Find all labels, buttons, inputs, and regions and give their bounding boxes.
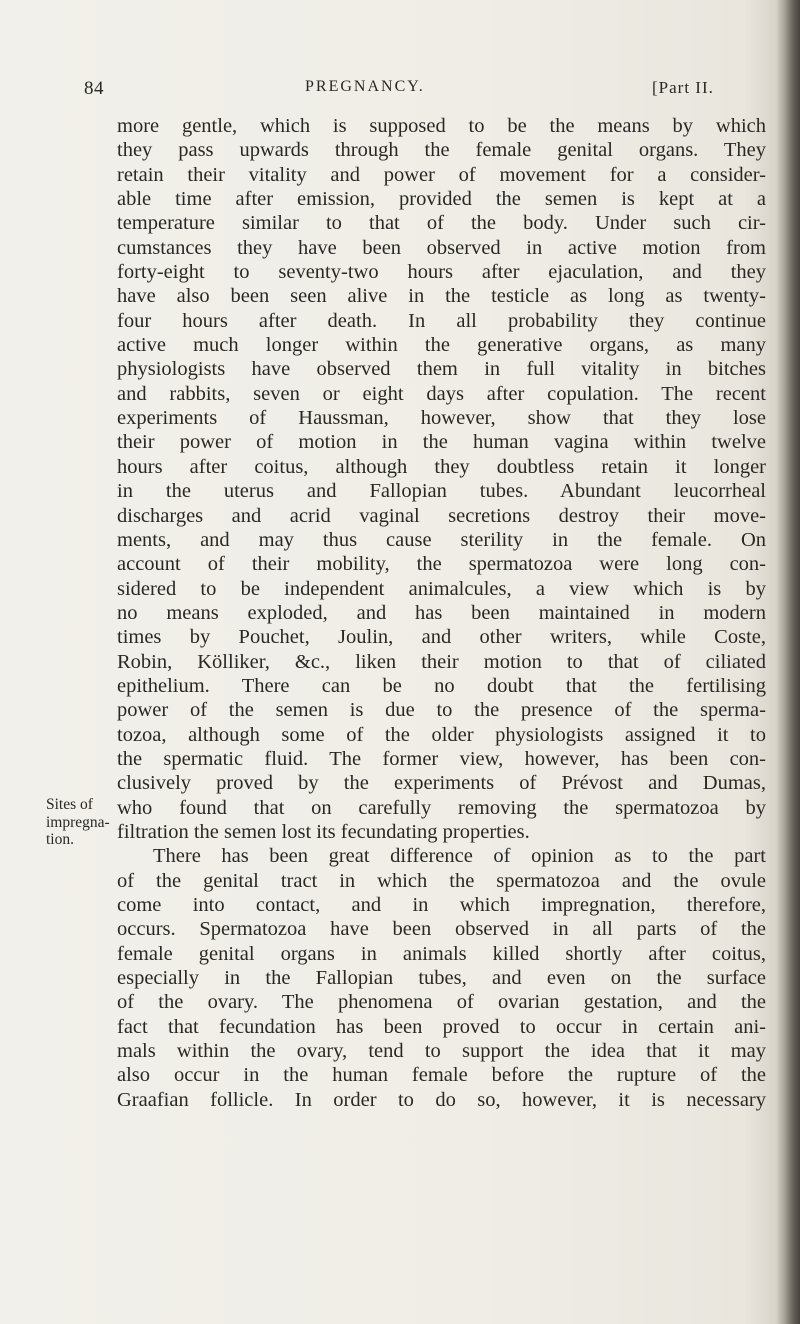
text-line: more gentle, which is supposed to be the means by which: [117, 115, 766, 137]
text-line: temperature similar to that of the body. Under such cir-: [117, 212, 766, 235]
text-line: Robin, Kölliker, &c., liken their motion to that of ciliated: [117, 650, 766, 673]
text-line: come into contact, and in which impregnation, therefore,: [117, 894, 766, 916]
page-number: 84: [84, 78, 104, 99]
text-line: four hours after death. In all probability they continue: [117, 309, 766, 332]
text-line: tozoa, although some of the older physiologists assigned it to: [117, 723, 766, 746]
marginal-note: [46, 796, 116, 849]
text-line: active much longer within the generative organs, as many: [117, 334, 766, 357]
text-line: Graafian follicle. In order to do so, however, it is necessary: [117, 1088, 766, 1111]
text-line: in the uterus and Fallopian tubes. Abundant leucorrheal: [117, 480, 766, 503]
part-label: [Part II.: [652, 78, 714, 97]
text-line: power of the semen is due to the presence of the sperma-: [117, 699, 766, 722]
page-edge-shadow: [776, 0, 800, 1324]
text-line: the spermatic fluid. The former view, however, has been con-: [117, 747, 766, 770]
text-line: mals within the ovary, tend to support the idea that it may: [117, 1040, 766, 1063]
text-line: account of their mobility, the spermatozoa were long con-: [117, 553, 766, 576]
text-line: occurs. Spermatozoa have been observed in all parts of the: [117, 918, 766, 941]
marginal-note-line: Sites of: [46, 796, 93, 813]
text-line: able time after emission, provided the semen is kept at a: [117, 188, 766, 211]
text-line: cumstances they have been observed in active motion from: [117, 236, 766, 259]
text-line: times by Pouchet, Joulin, and other writers, while Coste,: [117, 626, 766, 649]
text-line: also occur in the human female before the rupture of the: [117, 1064, 766, 1087]
text-line: especially in the Fallopian tubes, and even on the surface: [117, 967, 766, 990]
text-line: sidered to be independent animalcules, a view which is by: [117, 577, 766, 600]
text-line: they pass upwards through the female genital organs. They: [117, 139, 766, 162]
text-line: of the genital tract in which the spermatozoa and the ovule: [117, 869, 766, 892]
text-line: There has been great difference of opinion as to the part: [153, 845, 766, 868]
text-line: female genital organs in animals killed shortly after coitus,: [117, 942, 766, 965]
marginal-note-line: impregna-: [46, 813, 110, 831]
text-line: fact that fecundation has been proved to occur in certain ani-: [117, 1015, 766, 1038]
text-line: hours after coitus, although they doubtless retain it longer: [117, 455, 766, 478]
text-line: no means exploded, and has been maintained in modern: [117, 601, 766, 624]
text-line: who found that on carefully removing the spermatozoa by: [117, 796, 766, 819]
text-line: have also been seen alive in the testicle as long as twenty-: [117, 285, 766, 308]
text-line: ments, and may thus cause sterility in the female. On: [117, 528, 766, 551]
page-header: [0, 78, 800, 102]
text-line: discharges and acrid vaginal secretions destroy their move-: [117, 504, 766, 527]
text-line: physiologists have observed them in full vitality in bitches: [117, 358, 766, 381]
body-text: [117, 114, 766, 1112]
text-line: retain their vitality and power of movement for a consider-: [117, 163, 766, 186]
marginal-note-line: tion.: [46, 831, 74, 848]
text-line: filtration the semen lost its fecundating properties.: [117, 820, 530, 843]
text-line: experiments of Haussman, however, show that they lose: [117, 407, 766, 430]
text-line: their power of motion in the human vagina within twelve: [117, 431, 766, 454]
text-line: clusively proved by the experiments of Prévost and Dumas,: [117, 772, 766, 795]
running-title: PREGNANCY.: [305, 78, 425, 95]
text-line: forty-eight to seventy-two hours after ejaculation, and they: [117, 261, 766, 284]
text-line: epithelium. There can be no doubt that the fertilising: [117, 674, 766, 697]
text-line: of the ovary. The phenomena of ovarian gestation, and the: [117, 991, 766, 1014]
text-line: and rabbits, seven or eight days after copulation. The recent: [117, 382, 766, 405]
